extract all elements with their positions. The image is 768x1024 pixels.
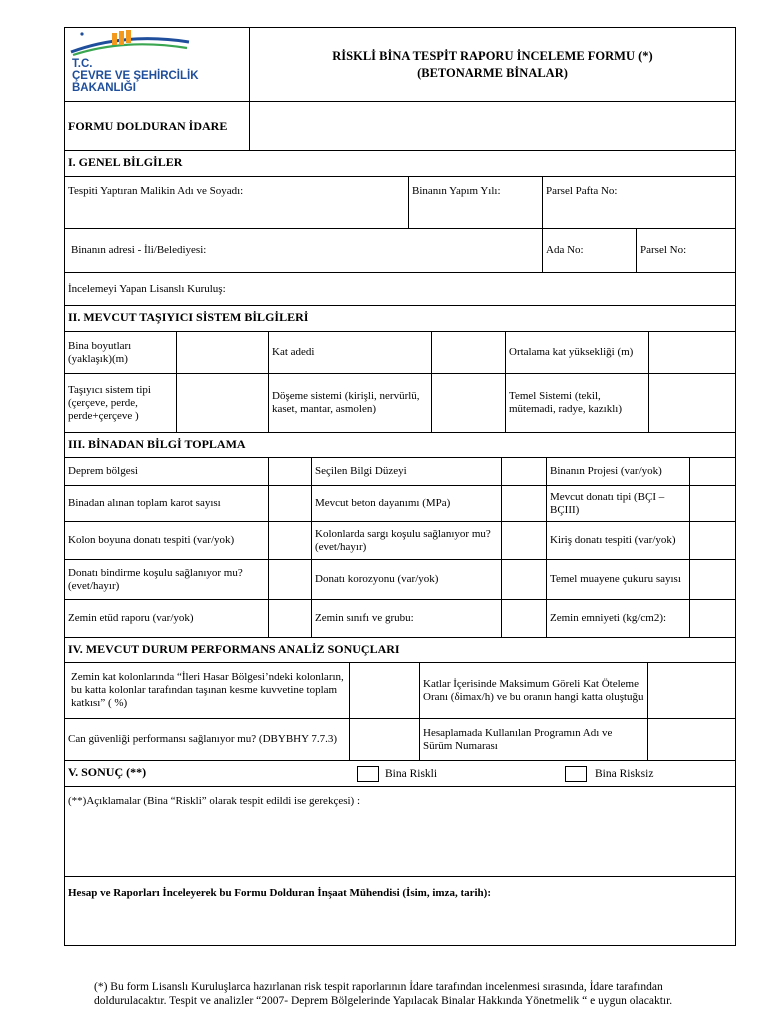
form-title xyxy=(249,28,735,101)
temel-value[interactable] xyxy=(648,374,735,432)
bilgi-value[interactable] xyxy=(268,522,311,559)
bilgi-label: Donatı korozyonu (var/yok) xyxy=(311,560,501,599)
program-value[interactable] xyxy=(647,719,735,760)
tasiyici-row-1 xyxy=(65,331,735,373)
kat-adedi-value[interactable] xyxy=(431,332,505,373)
section-3-title: III. BİNADAN BİLGİ TOPLAMA xyxy=(68,437,246,451)
bilgi-label: Deprem bölgesi xyxy=(68,465,138,477)
bilgi-label: Seçilen Bilgi Düzeyi xyxy=(311,458,501,485)
bilgi-label: Mevcut beton dayanımı (MPa) xyxy=(311,486,501,521)
temel-label: Temel Sistemi (tekil, mütemadi, radye, kazıklı) xyxy=(505,374,648,432)
riskli-label: Bina Riskli xyxy=(385,767,438,780)
kat-adedi-label: Kat adedi xyxy=(268,332,431,373)
bilgi-value[interactable] xyxy=(268,560,311,599)
zemin-kat-label: Zemin kat kolonlarında “İleri Hasar Bölgesi’ndeki kolonların, bu katta kolonlar tarafından taşınan kesme kuvvetine toplam katkısı” ( %) xyxy=(71,671,344,709)
zemin-kat-value[interactable] xyxy=(349,663,419,718)
section-4-header xyxy=(65,637,735,662)
oteleme-label: Katlar İçerisinde Maksimum Göreli Kat Öteleme Oranı (δimax/h) ve bu oranın hangi katta oluştuğu xyxy=(419,663,647,718)
parsel-pafta-field[interactable]: Parsel Pafta No: xyxy=(542,177,735,228)
bilgi-row xyxy=(65,457,735,485)
idare-row xyxy=(65,101,735,150)
section-2-title: II. MEVCUT TAŞIYICI SİSTEM BİLGİLERİ xyxy=(68,310,309,324)
bilgi-value[interactable] xyxy=(501,522,546,559)
aciklama-field[interactable]: (**)Açıklamalar (Bina “Riskli” olarak tespit edildi ise gerekçesi) : xyxy=(68,795,361,807)
section-4-title: IV. MEVCUT DURUM PERFORMANS ANALİZ SONUÇLARI xyxy=(68,642,400,656)
section-2-header xyxy=(65,305,735,331)
bilgi-value[interactable] xyxy=(501,458,546,485)
ada-field[interactable]: Ada No: xyxy=(542,229,636,272)
sonuc-options xyxy=(349,761,735,786)
bilgi-row xyxy=(65,521,735,559)
tasiyici-value[interactable] xyxy=(176,374,268,432)
can-guvenligi-label: Can güvenliği performansı sağlanıyor mu? (DBYBHY 7.7.3) xyxy=(68,733,338,745)
bilgi-label: Kiriş donatı tespiti (var/yok) xyxy=(546,522,689,559)
genel-row-3 xyxy=(65,272,735,305)
bilgi-label: Donatı bindirme koşulu sağlanıyor mu? (evet/hayır) xyxy=(68,566,243,592)
bilgi-row xyxy=(65,559,735,599)
section-1-title: I. GENEL BİLGİLER xyxy=(68,155,183,169)
section-3-header xyxy=(65,432,735,457)
bilgi-value[interactable] xyxy=(268,600,311,637)
bilgi-toplama-rows xyxy=(65,457,735,637)
idare-label: FORMU DOLDURAN İDARE xyxy=(68,118,228,133)
bina-boyutlari-value[interactable] xyxy=(176,332,268,373)
footnote: (*) Bu form Lisanslı Kuruluşlarca hazırlanan risk tespit raporlarının İdare tarafından incelenmesi sırasında, İdare tarafından doldurulacaktır. Tespit ve analizler “2007- Deprem Bölgelerinde Yapılacak Binalar Hakkında Yönetmelik “ e uygun olacaktır. xyxy=(94,981,673,1007)
performans-row-1 xyxy=(65,662,735,718)
riskli-checkbox[interactable] xyxy=(357,766,379,782)
bilgi-row xyxy=(65,599,735,637)
performans-row-2 xyxy=(65,718,735,760)
bilgi-value[interactable] xyxy=(501,560,546,599)
can-guvenligi-value[interactable] xyxy=(349,719,419,760)
bilgi-value[interactable] xyxy=(501,486,546,521)
bilgi-value[interactable] xyxy=(689,600,733,637)
bilgi-value[interactable] xyxy=(501,600,546,637)
tasiyici-row-2 xyxy=(65,373,735,432)
bilgi-value[interactable] xyxy=(689,458,733,485)
parsel-field[interactable]: Parsel No: xyxy=(636,229,735,272)
section-1-header xyxy=(65,150,735,176)
title-line-1: RİSKLİ BİNA TESPİT RAPORU İNCELEME FORMU (*) xyxy=(332,48,653,63)
section-5-title: V. SONUÇ (**) xyxy=(68,765,147,779)
muhendis-field[interactable]: Hesap ve Raporları İnceleyerek bu Formu Dolduran İnşaat Mühendisi (İsim, imza, tarih): xyxy=(68,887,491,899)
form-header xyxy=(65,28,735,101)
program-label: Hesaplamada Kullanılan Programın Adı ve Sürüm Numarası xyxy=(419,719,647,760)
bina-boyutlari-label: Bina boyutları (yaklaşık)(m) xyxy=(68,339,132,365)
doseme-label: Döşeme sistemi (kirişli, nervürlü, kaset, mantar, asmolen) xyxy=(268,374,431,432)
aciklama-row xyxy=(65,786,735,876)
bilgi-label: Binadan alınan toplam karot sayısı xyxy=(68,497,221,509)
risksiz-checkbox[interactable] xyxy=(565,766,587,782)
bilgi-label: Kolonlarda sargı koşulu sağlanıyor mu? (evet/hayır) xyxy=(311,522,501,559)
title-line-2: (BETONARME BİNALAR) xyxy=(417,65,568,80)
bilgi-label: Zemin sınıfı ve grubu: xyxy=(311,600,501,637)
bilgi-value[interactable] xyxy=(689,522,733,559)
idare-field[interactable] xyxy=(249,102,735,150)
section-5-header xyxy=(65,760,735,786)
genel-row-2 xyxy=(65,228,735,272)
bilgi-label: Zemin emniyeti (kg/cm2): xyxy=(546,600,689,637)
bilgi-value[interactable] xyxy=(268,486,311,521)
risksiz-label: Bina Risksiz xyxy=(595,767,654,780)
logo-line-3: BAKANLIĞI xyxy=(72,82,136,94)
malik-field[interactable]: Tespiti Yaptıran Malikin Adı ve Soyadı: xyxy=(68,185,244,197)
logo-graphic-icon xyxy=(65,28,249,58)
logo-text xyxy=(72,58,199,94)
kurulus-field[interactable]: İncelemeyi Yapan Lisanslı Kuruluş: xyxy=(68,282,226,295)
doseme-value[interactable] xyxy=(431,374,505,432)
logo-line-1: T.C. xyxy=(72,58,93,70)
bilgi-value[interactable] xyxy=(268,458,311,485)
adres-field[interactable]: Binanın adresi - İli/Belediyesi: xyxy=(71,244,207,256)
bilgi-label: Kolon boyuna donatı tespiti (var/yok) xyxy=(68,534,235,546)
bilgi-value[interactable] xyxy=(689,486,733,521)
oteleme-value[interactable] xyxy=(647,663,735,718)
tasiyici-label: Taşıyıcı sistem tipi (çerçeve, perde, perde+çerçeve ) xyxy=(68,383,151,422)
yapim-yili-field[interactable]: Binanın Yapım Yılı: xyxy=(408,177,542,228)
kat-yuksekligi-value[interactable] xyxy=(648,332,735,373)
muhendis-row xyxy=(65,876,735,945)
bilgi-label: Mevcut donatı tipi (BÇI – BÇIII) xyxy=(546,486,689,521)
bilgi-label: Temel muayene çukuru sayısı xyxy=(546,560,689,599)
bilgi-value[interactable] xyxy=(689,560,733,599)
logo-line-2: ÇEVRE VE ŞEHİRCİLİK xyxy=(72,70,199,82)
kat-yuksekligi-label: Ortalama kat yüksekliği (m) xyxy=(505,332,648,373)
bilgi-row xyxy=(65,485,735,521)
genel-row-1 xyxy=(65,176,735,228)
ministry-logo xyxy=(65,28,249,101)
bilgi-label: Zemin etüd raporu (var/yok) xyxy=(68,612,194,624)
bilgi-label: Binanın Projesi (var/yok) xyxy=(546,458,689,485)
inspection-form xyxy=(64,27,736,946)
